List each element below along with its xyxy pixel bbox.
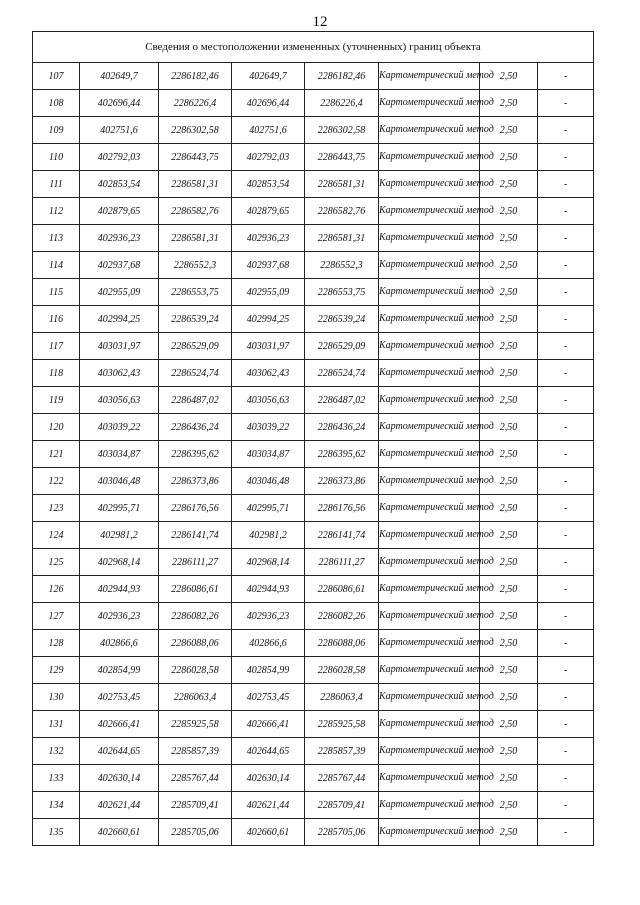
cell-accuracy: 2,50 (480, 387, 538, 414)
cell-method: Картометрический метод (379, 117, 480, 144)
cell-old-y: 2285857,39 (159, 738, 232, 765)
cell-new-x: 402753,45 (232, 684, 305, 711)
page-number: 12 (312, 14, 328, 30)
cell-method: Картометрический метод (379, 603, 480, 630)
cell-point-number: 120 (33, 414, 80, 441)
cell-method: Картометрический метод (379, 630, 480, 657)
cell-accuracy: 2,50 (480, 198, 538, 225)
cell-accuracy: 2,50 (480, 549, 538, 576)
cell-accuracy: 2,50 (480, 360, 538, 387)
cell-old-x: 402630,14 (80, 765, 159, 792)
cell-old-x: 403039,22 (80, 414, 159, 441)
cell-point-number: 118 (33, 360, 80, 387)
table-body (33, 63, 594, 846)
cell-old-y: 2286088,06 (159, 630, 232, 657)
cell-description: - (538, 441, 594, 468)
cell-old-x: 403031,97 (80, 333, 159, 360)
cell-old-x: 402994,25 (80, 306, 159, 333)
cell-new-y: 2286063,4 (305, 684, 379, 711)
cell-new-y: 2286226,4 (305, 90, 379, 117)
cell-point-number: 117 (33, 333, 80, 360)
cell-point-number: 124 (33, 522, 80, 549)
cell-old-x: 402937,68 (80, 252, 159, 279)
cell-description: - (538, 522, 594, 549)
cell-new-x: 402751,6 (232, 117, 305, 144)
cell-old-y: 2286141,74 (159, 522, 232, 549)
cell-new-y: 2286302,58 (305, 117, 379, 144)
cell-new-x: 403039,22 (232, 414, 305, 441)
cell-new-y: 2285925,58 (305, 711, 379, 738)
cell-old-x: 402944,93 (80, 576, 159, 603)
cell-method: Картометрический метод (379, 360, 480, 387)
cell-new-x: 402981,2 (232, 522, 305, 549)
cell-method: Картометрический метод (379, 711, 480, 738)
table-row (33, 306, 594, 333)
cell-point-number: 125 (33, 549, 80, 576)
cell-description: - (538, 549, 594, 576)
cell-method: Картометрический метод (379, 144, 480, 171)
cell-new-y: 2286487,02 (305, 387, 379, 414)
table-row (33, 387, 594, 414)
cell-new-y: 2286373,86 (305, 468, 379, 495)
cell-point-number: 123 (33, 495, 80, 522)
cell-accuracy: 2,50 (480, 711, 538, 738)
cell-description: - (538, 738, 594, 765)
cell-description: - (538, 603, 594, 630)
cell-new-x: 402696,44 (232, 90, 305, 117)
table-row (33, 117, 594, 144)
cell-old-x: 403056,63 (80, 387, 159, 414)
table-row (33, 171, 594, 198)
cell-old-y: 2286581,31 (159, 225, 232, 252)
cell-new-y: 2286524,74 (305, 360, 379, 387)
cell-new-y: 2286088,06 (305, 630, 379, 657)
cell-new-x: 402968,14 (232, 549, 305, 576)
cell-new-x: 402936,23 (232, 225, 305, 252)
cell-description: - (538, 117, 594, 144)
cell-description: - (538, 765, 594, 792)
cell-new-x: 403034,87 (232, 441, 305, 468)
cell-new-x: 403031,97 (232, 333, 305, 360)
cell-description: - (538, 414, 594, 441)
cell-new-x: 402854,99 (232, 657, 305, 684)
cell-point-number: 114 (33, 252, 80, 279)
cell-new-y: 2286395,62 (305, 441, 379, 468)
table-row (33, 522, 594, 549)
cell-accuracy: 2,50 (480, 252, 538, 279)
cell-method: Картометрический метод (379, 279, 480, 306)
cell-accuracy: 2,50 (480, 684, 538, 711)
cell-old-y: 2286436,24 (159, 414, 232, 441)
cell-point-number: 119 (33, 387, 80, 414)
cell-point-number: 115 (33, 279, 80, 306)
cell-point-number: 135 (33, 819, 80, 846)
cell-old-y: 2286176,56 (159, 495, 232, 522)
cell-method: Картометрический метод (379, 576, 480, 603)
cell-new-x: 402649,7 (232, 63, 305, 90)
cell-new-y: 2286086,61 (305, 576, 379, 603)
cell-old-y: 2286443,75 (159, 144, 232, 171)
table-row (33, 549, 594, 576)
table-row (33, 657, 594, 684)
table-row (33, 495, 594, 522)
cell-new-y: 2285857,39 (305, 738, 379, 765)
cell-old-x: 402866,6 (80, 630, 159, 657)
cell-accuracy: 2,50 (480, 468, 538, 495)
cell-old-y: 2286524,74 (159, 360, 232, 387)
cell-description: - (538, 657, 594, 684)
cell-new-y: 2286581,31 (305, 171, 379, 198)
cell-accuracy: 2,50 (480, 225, 538, 252)
cell-description: - (538, 63, 594, 90)
cell-point-number: 126 (33, 576, 80, 603)
cell-description: - (538, 387, 594, 414)
table-row (33, 198, 594, 225)
cell-description: - (538, 252, 594, 279)
cell-new-x: 402879,65 (232, 198, 305, 225)
cell-new-x: 402644,65 (232, 738, 305, 765)
cell-old-y: 2286086,61 (159, 576, 232, 603)
cell-old-x: 402981,2 (80, 522, 159, 549)
cell-new-x: 402853,54 (232, 171, 305, 198)
table-row (33, 792, 594, 819)
table-row (33, 684, 594, 711)
cell-accuracy: 2,50 (480, 117, 538, 144)
cell-new-y: 2286028,58 (305, 657, 379, 684)
cell-old-y: 2286373,86 (159, 468, 232, 495)
cell-point-number: 122 (33, 468, 80, 495)
cell-new-y: 2286436,24 (305, 414, 379, 441)
cell-new-y: 2285709,41 (305, 792, 379, 819)
cell-new-y: 2286082,26 (305, 603, 379, 630)
cell-method: Картометрический метод (379, 549, 480, 576)
cell-method: Картометрический метод (379, 171, 480, 198)
cell-new-y: 2286539,24 (305, 306, 379, 333)
cell-old-x: 402968,14 (80, 549, 159, 576)
cell-old-y: 2285705,06 (159, 819, 232, 846)
cell-point-number: 109 (33, 117, 80, 144)
cell-new-x: 402937,68 (232, 252, 305, 279)
cell-new-x: 402660,61 (232, 819, 305, 846)
cell-old-y: 2286529,09 (159, 333, 232, 360)
cell-accuracy: 2,50 (480, 819, 538, 846)
cell-new-y: 2285705,06 (305, 819, 379, 846)
cell-method: Картометрический метод (379, 765, 480, 792)
cell-old-x: 403046,48 (80, 468, 159, 495)
cell-old-x: 402696,44 (80, 90, 159, 117)
cell-method: Картометрический метод (379, 63, 480, 90)
cell-new-x: 402995,71 (232, 495, 305, 522)
cell-new-y: 2286529,09 (305, 333, 379, 360)
cell-old-y: 2285709,41 (159, 792, 232, 819)
cell-new-x: 402630,14 (232, 765, 305, 792)
cell-old-x: 402995,71 (80, 495, 159, 522)
table-row (33, 90, 594, 117)
cell-point-number: 132 (33, 738, 80, 765)
cell-old-x: 402955,09 (80, 279, 159, 306)
cell-old-y: 2286487,02 (159, 387, 232, 414)
table-row (33, 576, 594, 603)
cell-accuracy: 2,50 (480, 603, 538, 630)
cell-old-y: 2286552,3 (159, 252, 232, 279)
cell-old-y: 2286226,4 (159, 90, 232, 117)
cell-description: - (538, 144, 594, 171)
cell-old-y: 2286111,27 (159, 549, 232, 576)
cell-old-y: 2286581,31 (159, 171, 232, 198)
cell-old-x: 402936,23 (80, 225, 159, 252)
cell-old-y: 2285767,44 (159, 765, 232, 792)
cell-old-y: 2286063,4 (159, 684, 232, 711)
cell-point-number: 108 (33, 90, 80, 117)
cell-accuracy: 2,50 (480, 792, 538, 819)
cell-point-number: 116 (33, 306, 80, 333)
cell-old-x: 403034,87 (80, 441, 159, 468)
cell-method: Картометрический метод (379, 441, 480, 468)
cell-new-y: 2286552,3 (305, 252, 379, 279)
cell-old-x: 402753,45 (80, 684, 159, 711)
cell-accuracy: 2,50 (480, 441, 538, 468)
cell-point-number: 131 (33, 711, 80, 738)
table-row (33, 252, 594, 279)
cell-accuracy: 2,50 (480, 630, 538, 657)
cell-old-y: 2285925,58 (159, 711, 232, 738)
table-row (33, 765, 594, 792)
cell-old-x: 403062,43 (80, 360, 159, 387)
cell-accuracy: 2,50 (480, 90, 538, 117)
table-row (33, 468, 594, 495)
cell-new-x: 403062,43 (232, 360, 305, 387)
cell-old-y: 2286082,26 (159, 603, 232, 630)
cell-method: Картометрический метод (379, 522, 480, 549)
cell-description: - (538, 279, 594, 306)
cell-old-x: 402854,99 (80, 657, 159, 684)
cell-point-number: 134 (33, 792, 80, 819)
table-row (33, 279, 594, 306)
cell-method: Картометрический метод (379, 657, 480, 684)
cell-method: Картометрический метод (379, 306, 480, 333)
cell-new-x: 402936,23 (232, 603, 305, 630)
cell-old-y: 2286553,75 (159, 279, 232, 306)
cell-old-x: 402751,6 (80, 117, 159, 144)
table-row (33, 738, 594, 765)
cell-description: - (538, 198, 594, 225)
cell-method: Картометрический метод (379, 738, 480, 765)
cell-new-y: 2286141,74 (305, 522, 379, 549)
cell-accuracy: 2,50 (480, 144, 538, 171)
cell-new-y: 2286581,31 (305, 225, 379, 252)
cell-old-x: 402644,65 (80, 738, 159, 765)
cell-accuracy: 2,50 (480, 657, 538, 684)
boundary-points-table (32, 31, 594, 846)
cell-point-number: 107 (33, 63, 80, 90)
cell-accuracy: 2,50 (480, 522, 538, 549)
cell-old-x: 402666,41 (80, 711, 159, 738)
cell-new-y: 2286182,46 (305, 63, 379, 90)
cell-old-y: 2286582,76 (159, 198, 232, 225)
cell-method: Картометрический метод (379, 333, 480, 360)
cell-accuracy: 2,50 (480, 171, 538, 198)
cell-description: - (538, 819, 594, 846)
cell-method: Картометрический метод (379, 387, 480, 414)
table-row (33, 63, 594, 90)
cell-new-y: 2285767,44 (305, 765, 379, 792)
table-row (33, 144, 594, 171)
cell-accuracy: 2,50 (480, 765, 538, 792)
cell-old-y: 2286539,24 (159, 306, 232, 333)
table-row (33, 630, 594, 657)
cell-description: - (538, 576, 594, 603)
cell-new-x: 402994,25 (232, 306, 305, 333)
cell-new-y: 2286443,75 (305, 144, 379, 171)
cell-point-number: 111 (33, 171, 80, 198)
cell-point-number: 128 (33, 630, 80, 657)
cell-new-x: 402621,44 (232, 792, 305, 819)
cell-method: Картометрический метод (379, 414, 480, 441)
table-row (33, 360, 594, 387)
cell-method: Картометрический метод (379, 819, 480, 846)
cell-method: Картометрический метод (379, 90, 480, 117)
cell-point-number: 127 (33, 603, 80, 630)
cell-old-y: 2286302,58 (159, 117, 232, 144)
cell-old-y: 2286395,62 (159, 441, 232, 468)
cell-accuracy: 2,50 (480, 576, 538, 603)
cell-description: - (538, 495, 594, 522)
cell-method: Картометрический метод (379, 468, 480, 495)
cell-old-x: 402621,44 (80, 792, 159, 819)
cell-old-x: 402649,7 (80, 63, 159, 90)
cell-old-x: 402879,65 (80, 198, 159, 225)
table-row (33, 819, 594, 846)
cell-accuracy: 2,50 (480, 495, 538, 522)
cell-old-y: 2286182,46 (159, 63, 232, 90)
cell-new-y: 2286553,75 (305, 279, 379, 306)
cell-point-number: 112 (33, 198, 80, 225)
cell-method: Картометрический метод (379, 225, 480, 252)
cell-description: - (538, 360, 594, 387)
cell-point-number: 113 (33, 225, 80, 252)
cell-old-x: 402792,03 (80, 144, 159, 171)
table-row (33, 441, 594, 468)
cell-old-x: 402853,54 (80, 171, 159, 198)
cell-point-number: 110 (33, 144, 80, 171)
cell-description: - (538, 630, 594, 657)
cell-method: Картометрический метод (379, 495, 480, 522)
cell-new-x: 402666,41 (232, 711, 305, 738)
cell-old-x: 402936,23 (80, 603, 159, 630)
cell-accuracy: 2,50 (480, 333, 538, 360)
cell-new-y: 2286176,56 (305, 495, 379, 522)
cell-method: Картометрический метод (379, 792, 480, 819)
cell-old-y: 2286028,58 (159, 657, 232, 684)
cell-description: - (538, 306, 594, 333)
cell-description: - (538, 792, 594, 819)
cell-description: - (538, 468, 594, 495)
cell-new-x: 402944,93 (232, 576, 305, 603)
cell-description: - (538, 684, 594, 711)
table-row (33, 414, 594, 441)
cell-accuracy: 2,50 (480, 279, 538, 306)
cell-accuracy: 2,50 (480, 63, 538, 90)
cell-description: - (538, 90, 594, 117)
table-row (33, 603, 594, 630)
cell-new-y: 2286111,27 (305, 549, 379, 576)
cell-point-number: 130 (33, 684, 80, 711)
cell-accuracy: 2,50 (480, 414, 538, 441)
cell-description: - (538, 225, 594, 252)
cell-point-number: 129 (33, 657, 80, 684)
cell-new-x: 402955,09 (232, 279, 305, 306)
cell-new-x: 402866,6 (232, 630, 305, 657)
cell-method: Картометрический метод (379, 684, 480, 711)
cell-accuracy: 2,50 (480, 738, 538, 765)
cell-method: Картометрический метод (379, 252, 480, 279)
cell-accuracy: 2,50 (480, 306, 538, 333)
cell-new-y: 2286582,76 (305, 198, 379, 225)
cell-new-x: 403056,63 (232, 387, 305, 414)
cell-description: - (538, 711, 594, 738)
cell-point-number: 133 (33, 765, 80, 792)
table-row (33, 711, 594, 738)
table-row (33, 225, 594, 252)
table-row (33, 333, 594, 360)
cell-new-x: 402792,03 (232, 144, 305, 171)
cell-method: Картометрический метод (379, 198, 480, 225)
table-caption: Сведения о местоположении измененных (уточненных) границ объекта (33, 32, 594, 63)
cell-point-number: 121 (33, 441, 80, 468)
cell-description: - (538, 333, 594, 360)
cell-description: - (538, 171, 594, 198)
cell-new-x: 403046,48 (232, 468, 305, 495)
cell-old-x: 402660,61 (80, 819, 159, 846)
